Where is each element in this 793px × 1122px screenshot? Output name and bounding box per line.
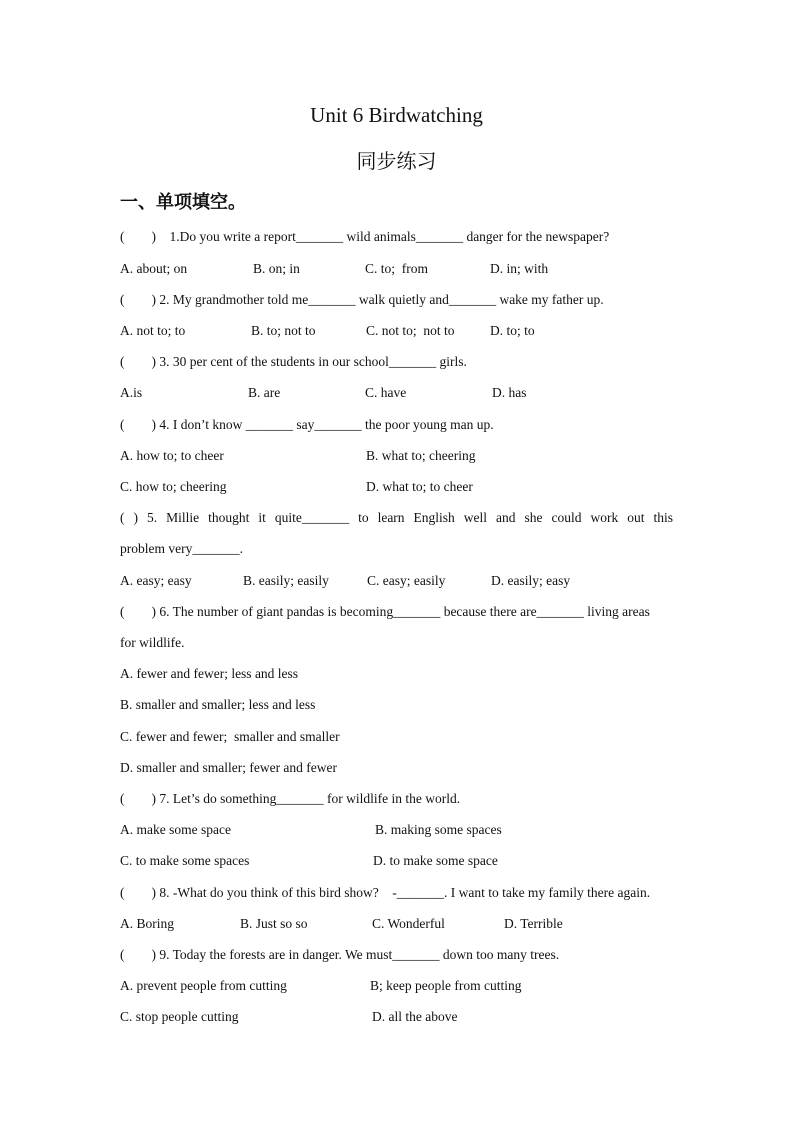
option-b: B. to; not to (251, 323, 316, 338)
option-a: A. about; on (120, 261, 188, 276)
option-b: B. making some spaces (375, 822, 502, 837)
option-b: B. are (248, 385, 281, 400)
question-stem: ( ) 4. I don’t know _______ say_______ the poor young man up. (120, 417, 494, 432)
option-d: D. Terrible (504, 916, 563, 931)
option-c: C. how to; cheering (120, 479, 227, 494)
question-stem: ( ) 7. Let’s do something_______ for wildlife in the world. (120, 791, 461, 806)
option-a: A. how to; to cheer (120, 448, 224, 463)
option-b: B. smaller and smaller; less and less (120, 697, 316, 712)
option-d: D. easily; easy (491, 573, 571, 588)
question-stem: ( ) 5. Millie thought it quite_______ to learn English well and she could work out this (120, 510, 673, 525)
option-d: D. in; with (490, 261, 549, 276)
option-d: D. to make some space (373, 853, 498, 868)
option-b: B. what to; cheering (366, 448, 476, 463)
question-stem-continued: problem very_______. (120, 541, 243, 556)
option-c: C. not to; not to (366, 323, 455, 338)
option-d: D. to; to (490, 323, 535, 338)
option-c: C. stop people cutting (120, 1009, 239, 1024)
option-a: A.is (120, 385, 143, 400)
option-a: A. not to; to (120, 323, 186, 338)
option-c: C. have (365, 385, 407, 400)
question-stem: ( ) 6. The number of giant pandas is becoming_______ because there are_______ living areas (120, 604, 650, 619)
option-a: A. Boring (120, 916, 174, 931)
option-b: B. Just so so (240, 916, 308, 931)
option-a: A. make some space (120, 822, 231, 837)
page-title: Unit 6 Birdwatching (310, 103, 483, 127)
question-stem: ( ) 1.Do you write a report_______ wild animals_______ danger for the newspaper? (120, 229, 610, 244)
page-subtitle: 同步练习 (356, 151, 437, 173)
option-d: D. smaller and smaller; fewer and fewer (120, 760, 338, 775)
option-d: D. what to; to cheer (366, 479, 473, 494)
option-b: B; keep people from cutting (370, 978, 522, 993)
option-a: A. fewer and fewer; less and less (120, 666, 299, 681)
option-b: B. on; in (253, 261, 300, 276)
option-d: D. all the above (372, 1009, 458, 1024)
question-stem: ( ) 3. 30 per cent of the students in our school_______ girls. (120, 354, 467, 369)
option-c: C. Wonderful (372, 916, 445, 931)
section-heading: 一、单项填空。 (120, 192, 246, 213)
option-b: B. easily; easily (243, 573, 329, 588)
question-stem-continued: for wildlife. (120, 635, 185, 650)
question-stem: ( ) 2. My grandmother told me_______ walk quietly and_______ wake my father up. (120, 292, 604, 307)
question-stem: ( ) 9. Today the forests are in danger. We must_______ down too many trees. (120, 947, 560, 962)
option-c: C. to make some spaces (120, 853, 250, 868)
option-a: A. easy; easy (120, 573, 192, 588)
option-c: C. to; from (365, 261, 428, 276)
option-d: D. has (492, 385, 527, 400)
question-stem: ( ) 8. -What do you think of this bird show? -_______. I want to take my family there again. (120, 885, 651, 900)
option-c: C. fewer and fewer; smaller and smaller (120, 729, 340, 744)
option-c: C. easy; easily (367, 573, 446, 588)
option-a: A. prevent people from cutting (120, 978, 287, 993)
